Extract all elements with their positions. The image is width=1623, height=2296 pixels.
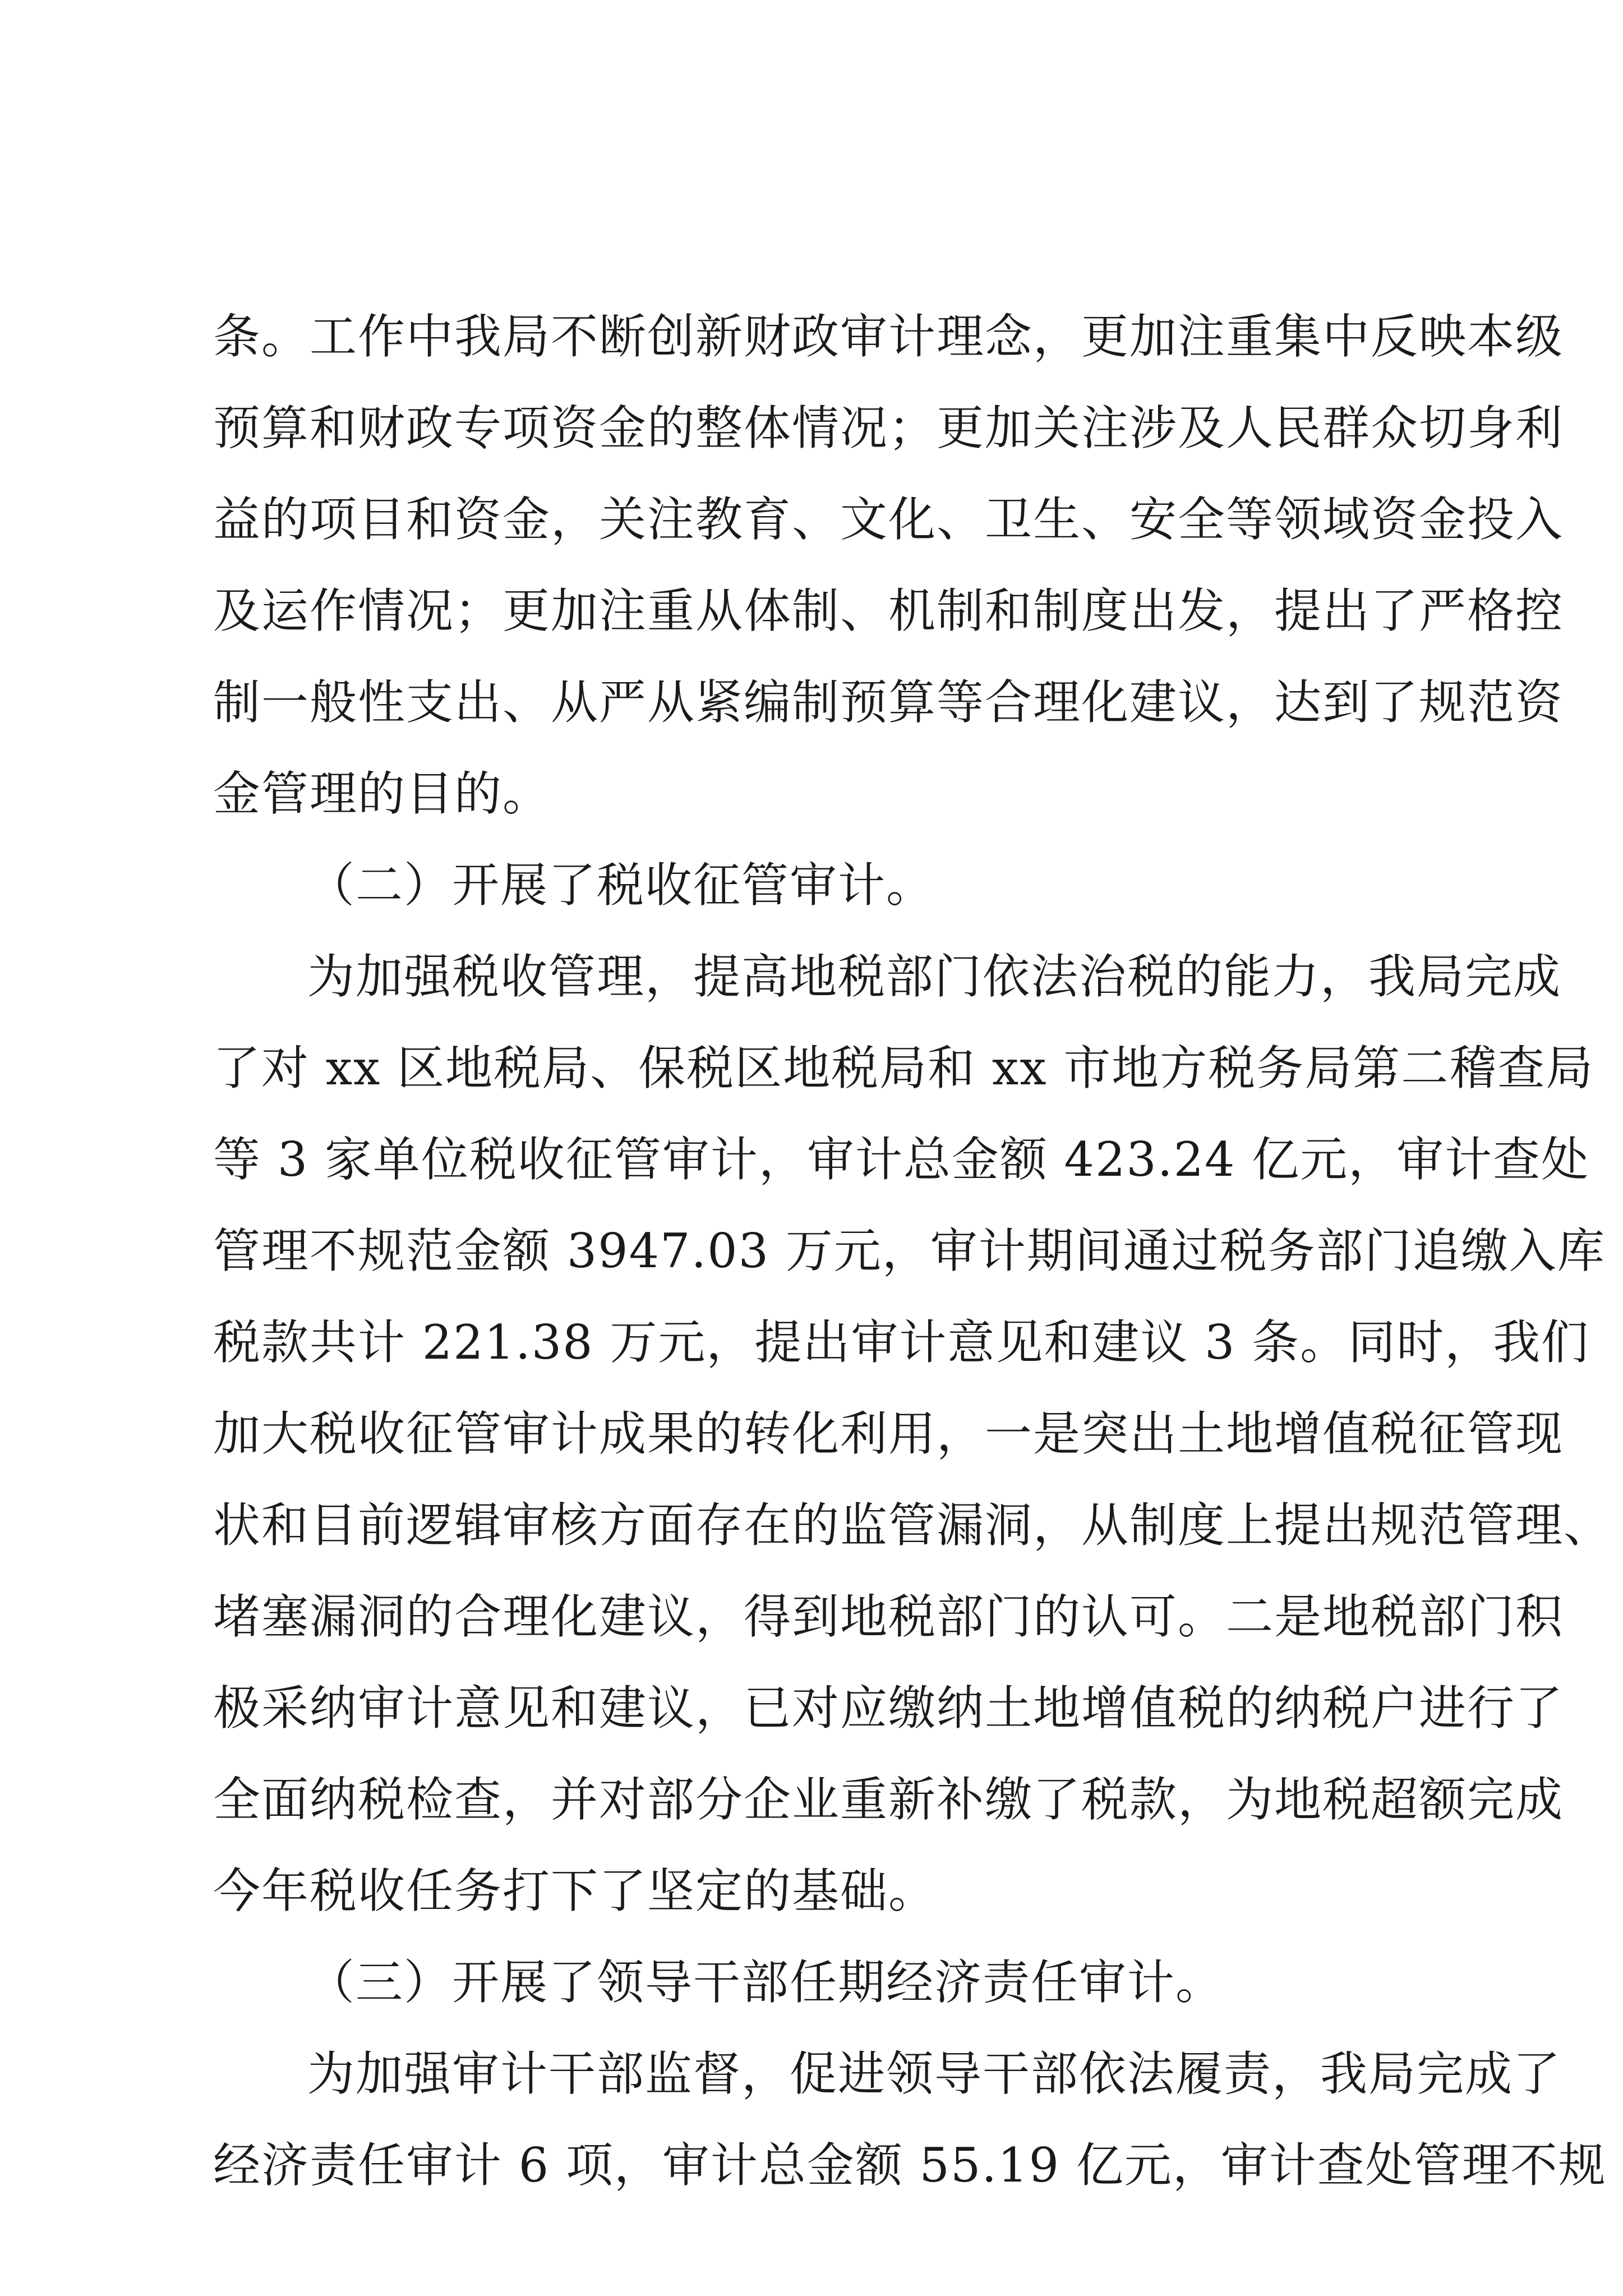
text-line: 状和目前逻辑审核方面存在的监管漏洞，从制度上提出规范管理、 (213, 1498, 1612, 1553)
text-line: 及运作情况；更加注重从体制、机制和制度出发，提出了严格控 (213, 583, 1564, 638)
text-line: 等 3 家单位税收征管审计，审计总金额 423.24 亿元，审计查处 (213, 1132, 1590, 1187)
text-line: 加大税收征管审计成果的转化利用，一是突出土地增值税征管现 (213, 1406, 1564, 1461)
text-line: 堵塞漏洞的合理化建议，得到地税部门的认可。二是地税部门积 (213, 1589, 1564, 1644)
section-heading: （三）开展了领导干部任期经济责任审计。 (307, 1955, 1224, 2010)
text-line: 今年税收任务打下了坚定的基础。 (213, 1864, 937, 1918)
text-line: 金管理的目的。 (213, 766, 551, 821)
text-line: 预算和财政专项资金的整体情况；更加关注涉及人民群众切身利 (213, 401, 1564, 455)
text-line: 为加强税收管理，提高地税部门依法治税的能力，我局完成 (307, 949, 1562, 1004)
text-line: 为加强审计干部监督，促进领导干部依法履责，我局完成了 (307, 2046, 1562, 2101)
text-line: 经济责任审计 6 项，审计总金额 55.19 亿元，审计查处管理不规 (213, 2138, 1607, 2193)
text-line: 制一般性支出、从严从紧编制预算等合理化建议，达到了规范资 (213, 675, 1564, 730)
text-line: 极采纳审计意见和建议，已对应缴纳土地增值税的纳税户进行了 (213, 1681, 1564, 1736)
text-line: 条。工作中我局不断创新财政审计理念，更加注重集中反映本级 (213, 309, 1564, 364)
section-heading: （二）开展了税收征管审计。 (307, 858, 935, 913)
text-line: 益的项目和资金，关注教育、文化、卫生、安全等领域资金投入 (213, 492, 1564, 547)
text-line: 了对 xx 区地税局、保税区地税局和 xx 市地方税务局第二稽查局 (213, 1041, 1594, 1096)
text-line: 管理不规范金额 3947.03 万元，审计期间通过税务部门追缴入库 (213, 1223, 1606, 1278)
text-line: 税款共计 221.38 万元，提出审计意见和建议 3 条。同时，我们 (213, 1315, 1590, 1370)
text-line: 全面纳税检查，并对部分企业重新补缴了税款，为地税超额完成 (213, 1772, 1564, 1827)
